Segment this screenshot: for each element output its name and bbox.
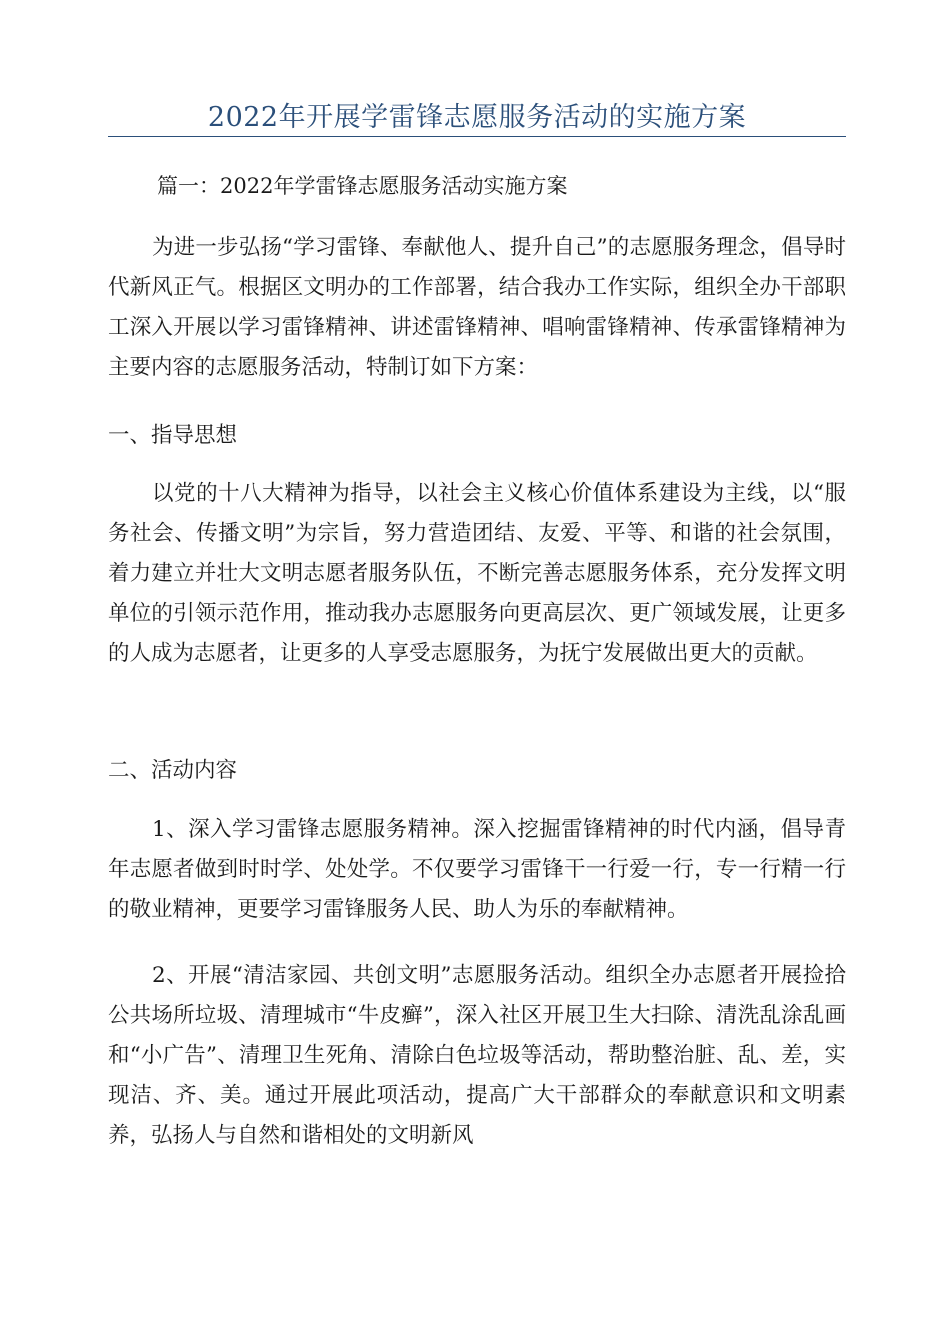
section-heading-activity-content: 二、活动内容	[108, 758, 238, 783]
document-title: 2022年开展学雷锋志愿服务活动的实施方案	[207, 102, 747, 133]
activity-item-1: 1、深入学习雷锋志愿服务精神。深入挖掘雷锋精神的时代内涵，倡导青年志愿者做到时时学、处处学。不仅要学习雷锋干一行爱一行，专一行精一行的敬业精神，更要学习雷锋服务人民、助人为乐的奉献精神。	[108, 817, 846, 922]
guiding-ideology-paragraph: 以党的十八大精神为指导，以社会主义核心价值体系建设为主线，以“服务社会、传播文明”为宗旨，努力营造团结、友爱、平等、和谐的社会氛围，着力建立并壮大文明志愿者服务队伍，不断完善志愿服务体系，充分发挥文明单位的引领示范作用，推动我办志愿服务向更高层次、更广领域发展，让更多的人成为志愿者，让更多的人享受志愿服务，为抚宁发展做出更大的贡献。	[108, 481, 846, 666]
activity-item-2: 2、开展“清洁家园、共创文明”志愿服务活动。组织全办志愿者开展捡拾公共场所垃圾、清理城市“牛皮癣”，深入社区开展卫生大扫除、清洗乱涂乱画和“小广告”、清理卫生死角、清除白色垃圾等活动，帮助整治脏、乱、差，实现洁、齐、美。通过开展此项活动，提高广大干部群众的奉献意识和文明素养，弘扬人与自然和谐相处的文明新风	[108, 963, 846, 1148]
document-subtitle: 篇一：2022年学雷锋志愿服务活动实施方案	[157, 174, 568, 198]
section-heading-guiding-ideology: 一、指导思想	[108, 423, 238, 448]
title-underline	[108, 136, 846, 137]
intro-paragraph: 为进一步弘扬“学习雷锋、奉献他人、提升自己”的志愿服务理念，倡导时代新风正气。根据区文明办的工作部署，结合我办工作实际，组织全办干部职工深入开展以学习雷锋精神、讲述雷锋精神、唱响雷锋精神、传承雷锋精神为主要内容的志愿服务活动，特制订如下方案：	[108, 235, 846, 380]
